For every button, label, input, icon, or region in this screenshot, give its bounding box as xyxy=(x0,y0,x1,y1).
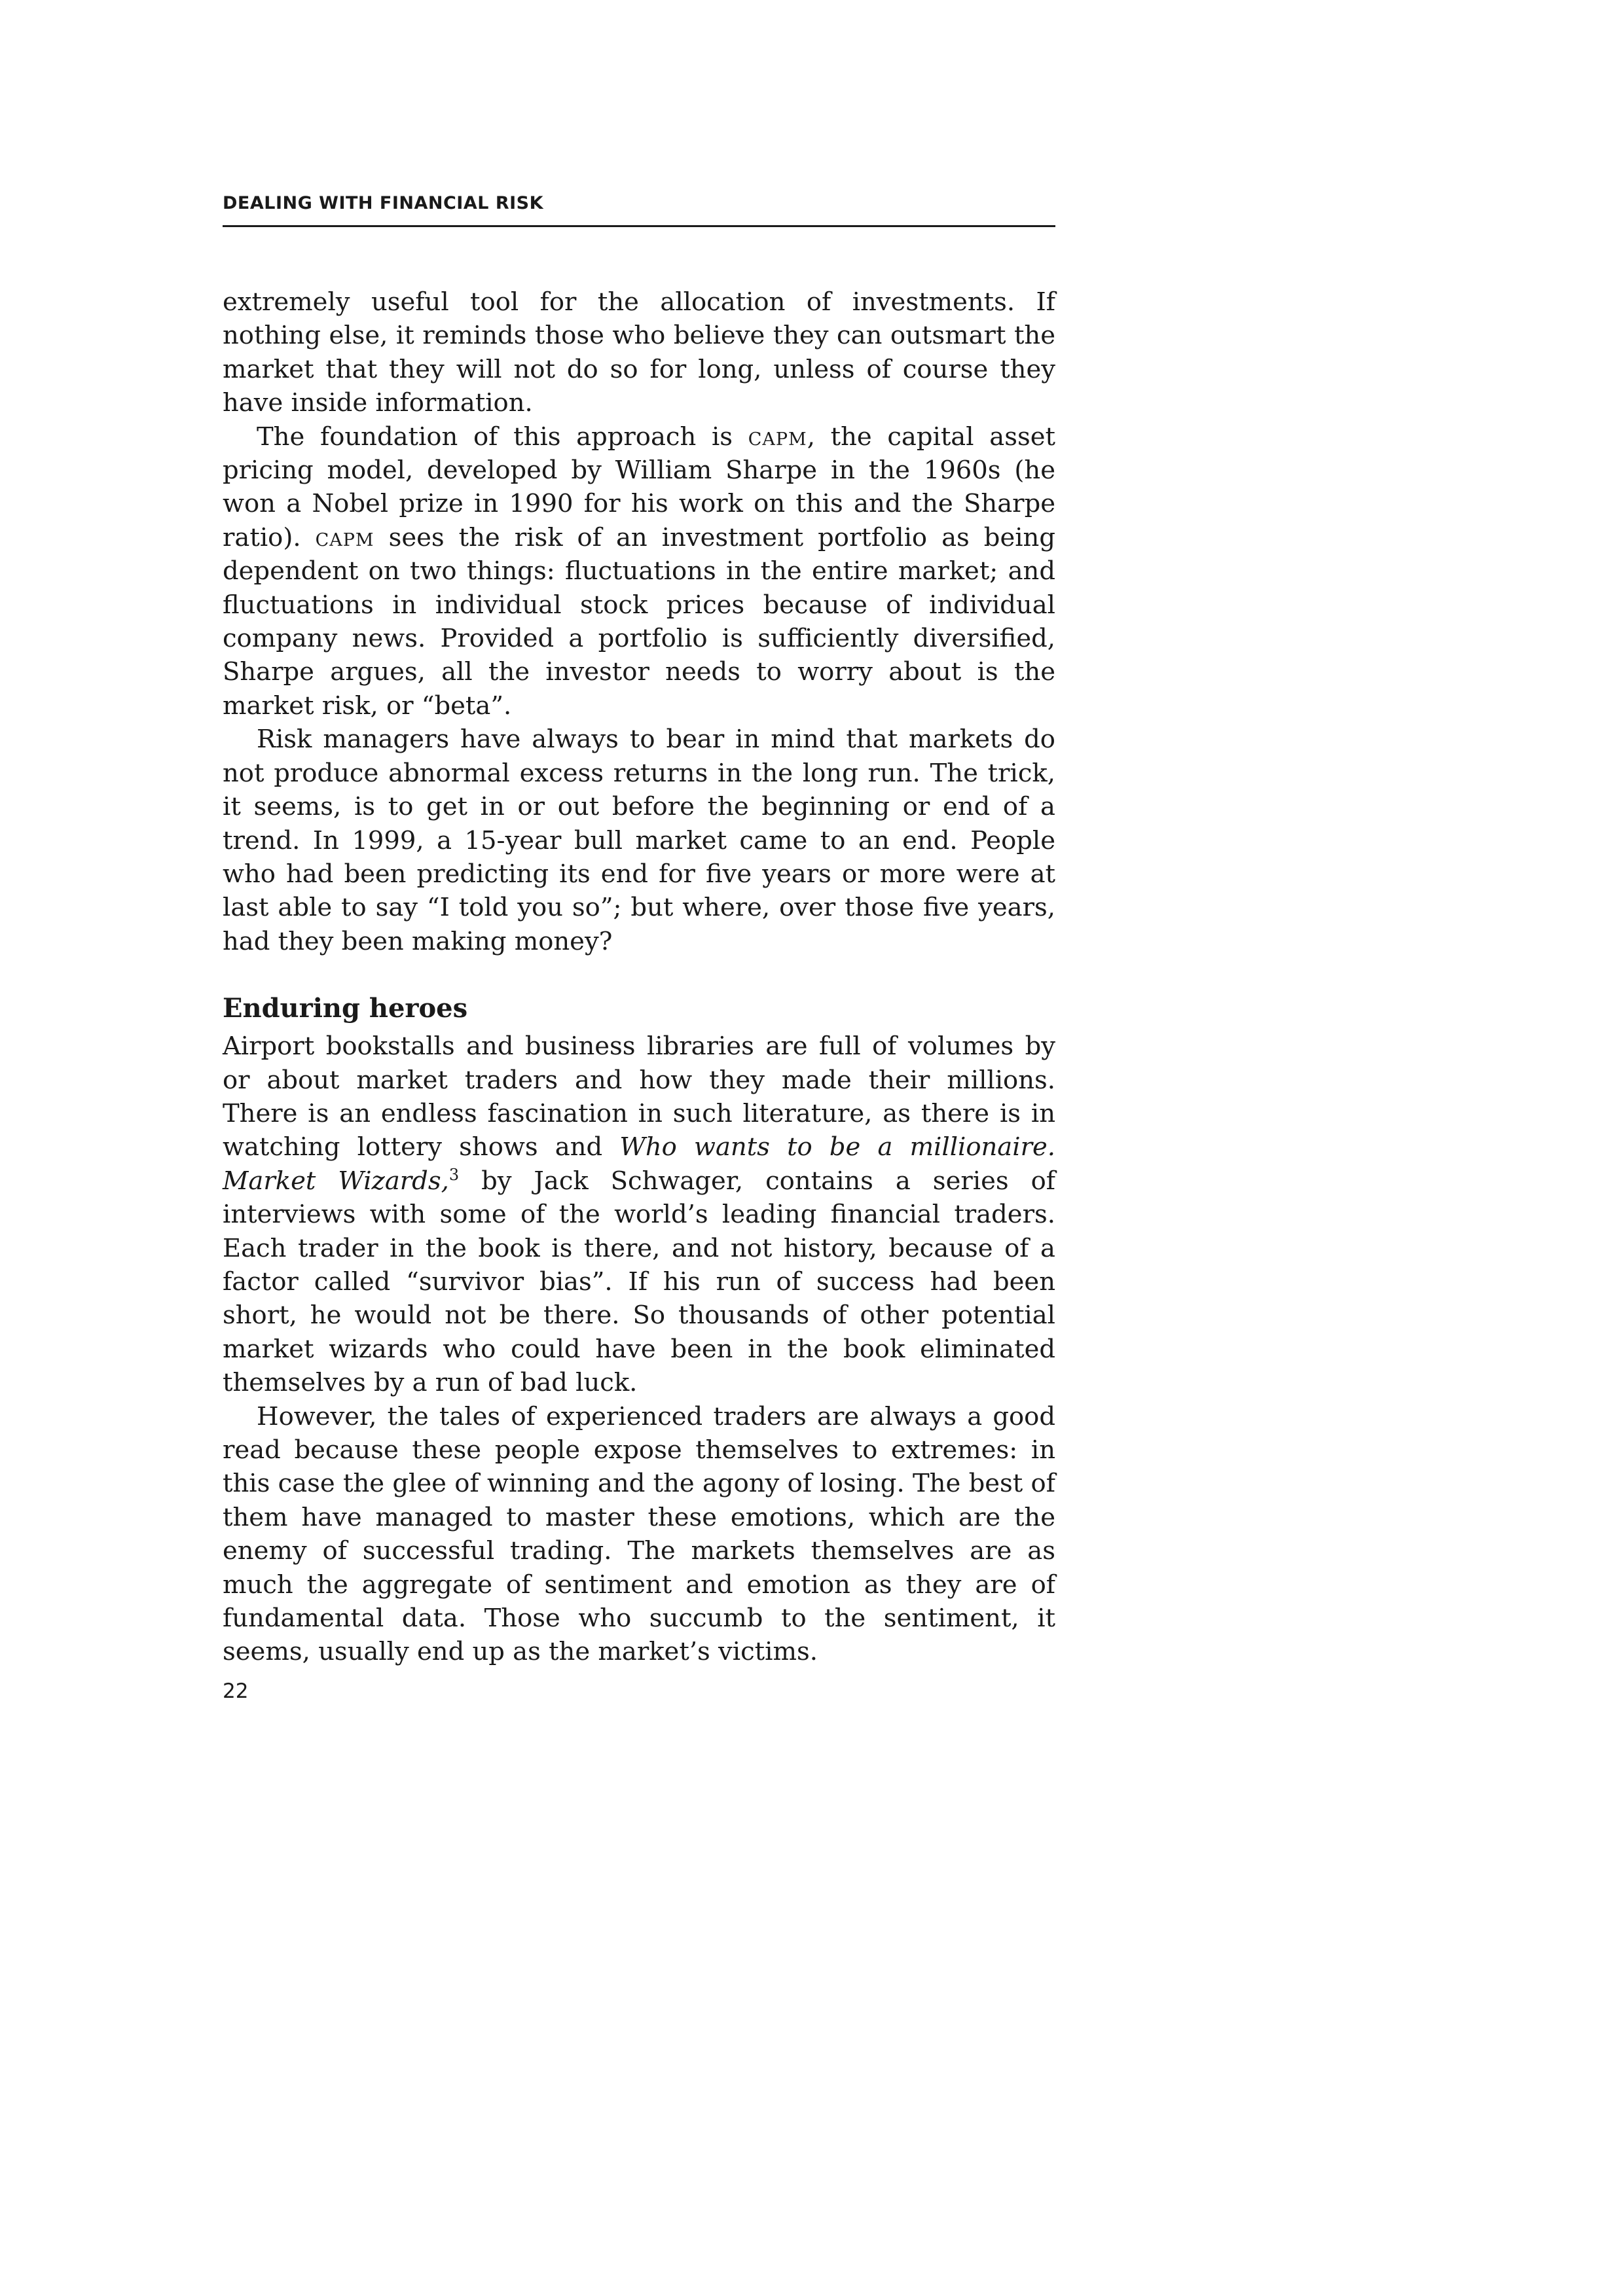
text-run: sees the risk of an investment portfolio as being dependent on two things: fluctuations in the entire market; and fluctuations in individual stock prices because of individual company news. Provided a portfolio is sufficiently diversified, Sharpe argues, all the investor needs to worry about is the market risk, or “beta”. xyxy=(223,522,1055,721)
paragraph-capm xyxy=(223,420,1055,723)
header-rule xyxy=(223,225,1055,227)
text-run: Airport bookstalls and business libraries are full of volumes by or about market traders and how they made their millions. There is an endless fascination in such literature, as there is in watching lottery shows and xyxy=(223,1031,1055,1162)
text-run: , the capital asset pricing model, developed by William Sharpe in the 1960s (he won a Nobel prize in 1990 for his work on this and the Sharpe ratio). xyxy=(223,422,1055,552)
page-number: 22 xyxy=(223,1679,249,1703)
paragraph-airport-bookstalls xyxy=(223,1030,1055,1399)
paragraph-continued: extremely useful tool for the allocation of investments. If nothing else, it reminds those who believe they can outsmart the market that they will not do so for long, unless of course they have inside information. xyxy=(223,287,1055,418)
paragraph-risk-managers: Risk managers have always to bear in mind that markets do not produce abnormal excess returns in the long run. The trick, it seems, is to get in or out before the beginning or end of a trend. In 1999, a 15-year bull market came to an end. People who had been predicting its end for five years or more were at last able to say “I told you so”; but where, over those five years, had they been making money? xyxy=(223,725,1055,956)
running-head: DEALING WITH FINANCIAL RISK xyxy=(223,193,544,213)
footnote-reference: 3 xyxy=(448,1165,460,1184)
paragraph-however: However, the tales of experienced traders are always a good read because these people expose themselves to extremes: in this case the glee of winning and the agony of losing. The best of them have managed to master these emotions, which are the enemy of successful trading. The markets themselves are as much the aggregate of sentiment and emotion as they are of fundamental data. Those who succumb to the sentiment, it seems, usually end up as the market’s victims. xyxy=(223,1401,1055,1667)
book-titles: Who wants to be a millionaire. Market Wizards, xyxy=(223,1132,1055,1196)
section-heading: Enduring heroes xyxy=(223,993,468,1024)
text-run: by Jack Schwager, contains a series of interviews with some of the world’s leading financial traders. Each trader in the book is there, and not history, because of a factor called “survivor bias”. If his run of success had been short, he would not be there. So thousands of other potential market wizards who could have been in the book eliminated themselves by a run of bad luck. xyxy=(223,1166,1056,1398)
main-text xyxy=(223,285,1055,1669)
acronym-capm: capm xyxy=(748,422,807,452)
text-run: The foundation of this approach is xyxy=(257,422,748,452)
acronym-capm: capm xyxy=(315,522,374,552)
